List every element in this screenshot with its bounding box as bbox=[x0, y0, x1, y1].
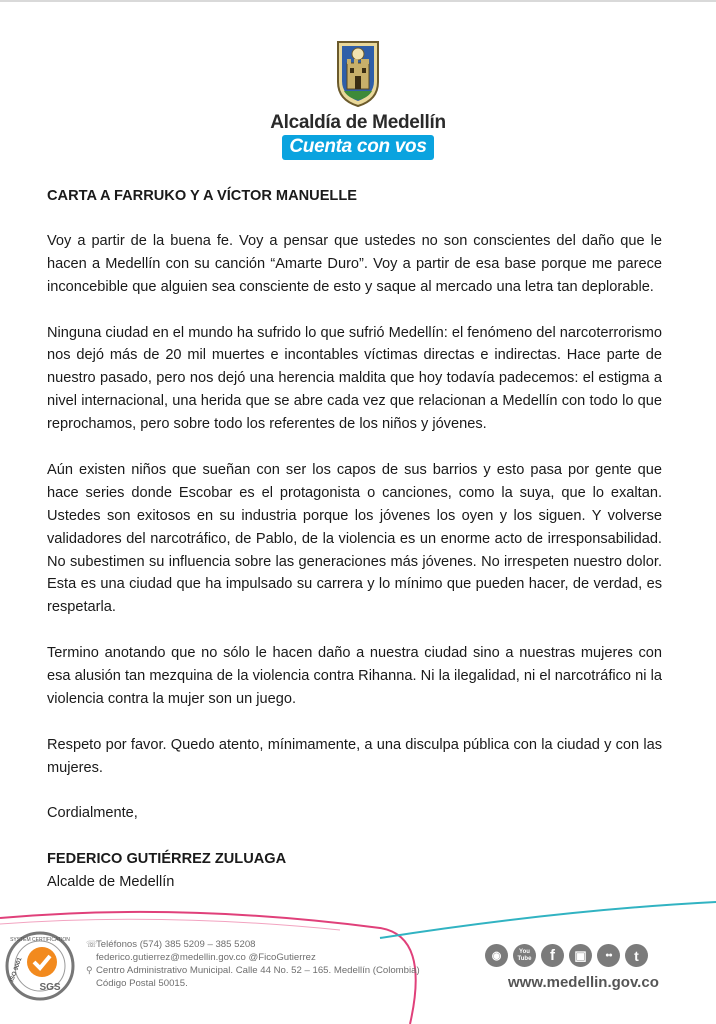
address-row bbox=[86, 964, 420, 978]
contact-info bbox=[86, 938, 420, 990]
phone-row bbox=[86, 938, 420, 952]
letter-closing: Cordialmente, bbox=[47, 805, 138, 822]
facebook-icon[interactable]: f bbox=[541, 944, 564, 967]
iso-top-text: SYSTEM CERTIFICATION bbox=[10, 937, 70, 943]
iso-side-text: ISO 9001 bbox=[9, 956, 24, 983]
email-text[interactable]: federico.gutierrez@medellin.gov.co @FicoGutierrez bbox=[96, 951, 316, 963]
website-link[interactable]: www.medellin.gov.co bbox=[508, 974, 659, 991]
top-rule bbox=[0, 0, 716, 2]
letter-paragraph: Aún existen niños que sueñan con ser los capos de sus barrios y esto pasa por gente que hace series donde Escobar es el protagonista o canciones, como la suya, que lo exaltan. Ustedes son exitosos en su industria porque los jóvenes los oyen y los siguen. Y volverse validadores del narcotráfico, de Pablo, de la violencia es un enorme acto de irresponsabilidad. No subestimen su influencia sobre las generaciones más jóvenes. No irrespeten nuestro dolor. Esta es una ciudad que ha impulsado su carrera y lo mínimo que pueden hacer, de verdad, es respetarla. bbox=[47, 461, 662, 616]
coat-of-arms-icon bbox=[335, 36, 381, 108]
instagram-icon[interactable]: ▣ bbox=[569, 944, 592, 967]
letter-paragraph: Termino anotando que no sólo le hacen daño a nuestra ciudad sino a nuestras mujeres con esa alusión tan mezquina de la violencia contra Rihanna. Ni la ilegalidad, ni el narcotráfico ni la violencia contra la mujer son un juego. bbox=[47, 645, 662, 707]
iso-certification-seal bbox=[4, 930, 76, 1002]
twitter-icon[interactable]: t bbox=[625, 944, 648, 967]
phone-text: Teléfonos (574) 385 5209 – 385 5208 bbox=[96, 939, 256, 950]
flickr-icon[interactable]: ●● bbox=[597, 944, 620, 967]
signer-title: Alcalde de Medellín bbox=[47, 874, 175, 891]
letter-paragraph: Voy a partir de la buena fe. Voy a pensar que ustedes no son conscientes del daño que le hacen a Medellín con su canción “Amarte Duro”. Voy a partir de esa base porque me parece inconcebible que alguien sea consciente de esto y saque al mercado una letra tan deplorable. bbox=[47, 232, 662, 295]
sgs-brand: SGS bbox=[39, 982, 61, 993]
letter-title: CARTA A FARRUKO Y A VÍCTOR MANUELLE bbox=[47, 188, 357, 204]
letter-paragraph: Respeto por favor. Quedo atento, mínimamente, a una disculpa pública con la ciudad y con las mujeres. bbox=[47, 736, 662, 776]
address-text: Centro Administrativo Municipal. Calle 44 No. 52 – 165. Medellín (Colombia) bbox=[96, 965, 420, 976]
rss-icon[interactable]: ◉ bbox=[485, 944, 508, 967]
signer-name: FEDERICO GUTIÉRREZ ZULUAGA bbox=[47, 851, 287, 868]
letter-body bbox=[47, 185, 662, 894]
alcaldia-logo bbox=[268, 36, 448, 160]
phone-icon: ☏ bbox=[86, 939, 98, 949]
org-tagline: Cuenta con vos bbox=[282, 135, 433, 160]
letterhead-footer bbox=[0, 880, 716, 1024]
social-icons bbox=[485, 944, 648, 967]
postal-code-text: Código Postal 50015. bbox=[96, 977, 188, 989]
org-name: Alcaldía de Medellín bbox=[270, 112, 446, 133]
letter-paragraph: Ninguna ciudad en el mundo ha sufrido lo que sufrió Medellín: el fenómeno del narcoterrorismo nos dejó más de 20 mil muertes e incontables víctimas directas e indirectas. Hace parte de nuestro pasado, pero nos dejó una herencia maldita que hoy todavía padecemos: el estigma a nivel internacional, una herida que se abre cada vez que relacionan a Medellín con todo lo que reprochamos, pero sobre todo los referentes de los niños y jóvenes. bbox=[47, 324, 662, 433]
location-pin-icon: ⚲ bbox=[86, 965, 93, 975]
youtube-icon[interactable]: You Tube bbox=[513, 944, 536, 967]
